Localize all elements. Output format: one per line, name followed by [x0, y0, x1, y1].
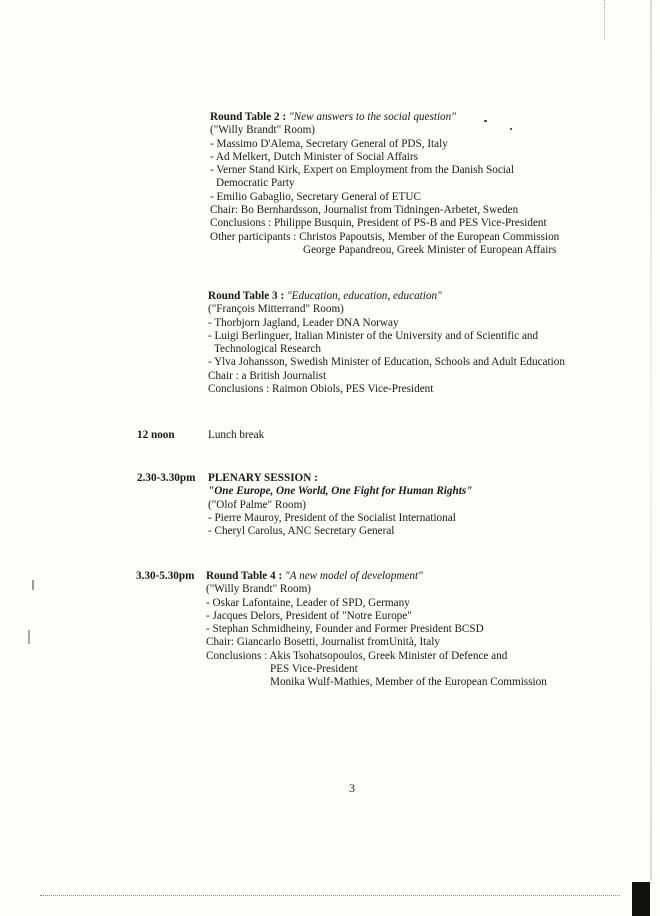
scan-speck: [28, 630, 30, 644]
plenary-heading: PLENARY SESSION :: [208, 472, 318, 484]
participant-line: - Thorbjorn Jagland, Leader DNA Norway: [208, 316, 399, 329]
noon-time: 12 noon: [137, 429, 175, 441]
scan-artifact-bottom-line: [40, 895, 620, 897]
round-table-4-heading: Round Table 4 : "A new model of development": [206, 570, 423, 582]
round-table-4-room: ("Willy Brandt" Room): [206, 583, 312, 596]
round-table-3-chair: Chair : a British Journalist: [208, 369, 327, 382]
round-table-4-section: [206, 570, 547, 690]
participant-line: - Oskar Lafontaine, Leader of SPD, Germany: [206, 596, 410, 609]
plenary-time: 2.30-3.30pm: [137, 472, 196, 484]
lunch-break: Lunch break: [208, 429, 265, 441]
round-table-4-chair: Chair: Giancarlo Bosetti, Journalist fromUnità, Italy: [206, 636, 440, 649]
participant-line: - Emilio Gabaglio, Secretary General of ETUC: [210, 190, 421, 203]
scan-artifact-top-right: [604, 0, 635, 40]
page-number: 3: [349, 781, 355, 795]
participant-line: - Cheryl Carolus, ANC Secretary General: [208, 525, 395, 538]
scan-artifact-right-edge: [650, 0, 652, 880]
round-table-3-conclusions: Conclusions : Raimon Obiols, PES Vice-President: [208, 383, 434, 396]
round-table-3-label: Round Table 3: [208, 290, 278, 302]
round-table-3-section: [208, 290, 565, 396]
round-table-4-conclusions: Conclusions : Akis Tsohatsopoulos, Greek Minister of Defence and: [206, 649, 508, 662]
participant-line: - Jacques Delors, President of "Notre Europe": [206, 609, 412, 622]
round-table-4-title: "A new model of development": [284, 570, 423, 582]
plenary-room: ("Olof Palme" Room): [208, 498, 306, 511]
plenary-section: [208, 472, 472, 538]
scan-artifact-bottom-corner: [632, 882, 650, 916]
participant-line: - Ad Melkert, Dutch Minister of Social Affairs: [210, 150, 418, 163]
round-table-4-time: 3.30-5.30pm: [136, 570, 195, 582]
participant-line: Technological Research: [214, 343, 322, 356]
round-table-3-title: "Education, education, education": [286, 290, 442, 302]
participant-line: - Luigi Berlinguer, Italian Minister of the University and of Scientific and: [208, 329, 539, 342]
round-table-2-title: "New answers to the social question": [288, 111, 456, 123]
round-table-2-other-participants-cont: George Papandreou, Greek Minister of European Affairs: [303, 243, 557, 256]
round-table-2-label: Round Table 2: [210, 111, 280, 123]
round-table-4-conclusions-cont: PES Vice-President: [270, 663, 358, 676]
round-table-2-other-participants: Other participants : Christos Papoutsis, Member of the European Commission: [210, 230, 560, 243]
participant-line: - Ylva Johansson, Swedish Minister of Education, Schools and Adult Education: [208, 356, 565, 369]
round-table-4-conclusions-cont: Monika Wulf-Mathies, Member of the European Commission: [270, 676, 547, 689]
participant-line: - Pierre Mauroy, President of the Socialist International: [208, 511, 456, 524]
round-table-2-section: [210, 111, 559, 257]
round-table-2-conclusions: Conclusions : Philippe Busquin, President of PS-B and PES Vice-President: [210, 217, 547, 230]
round-table-2-room: ("Willy Brandt" Room): [210, 124, 316, 137]
plenary-title: "One Europe, One World, One Fight for Human Rights": [208, 485, 473, 498]
round-table-2-chair: Chair: Bo Bernhardsson, Journalist from Tidningen-Arbetet, Sweden: [210, 204, 519, 217]
round-table-4-label: Round Table 4: [206, 570, 276, 582]
round-table-3-heading: Round Table 3 : "Education, education, education": [208, 290, 442, 302]
participant-line: - Stephan Schmidheiny, Founder and Former President BCSD: [206, 623, 484, 636]
participant-line: Democratic Party: [216, 177, 295, 190]
scan-speck: [32, 580, 34, 590]
round-table-2-heading: Round Table 2 : "New answers to the social question": [210, 111, 456, 123]
participant-line: - Verner Stand Kirk, Expert on Employment from the Danish Social: [210, 164, 514, 177]
participant-line: - Massimo D'Alema, Secretary General of PDS, Italy: [210, 137, 448, 150]
round-table-3-room: ("François Mitterrand" Room): [208, 303, 344, 316]
